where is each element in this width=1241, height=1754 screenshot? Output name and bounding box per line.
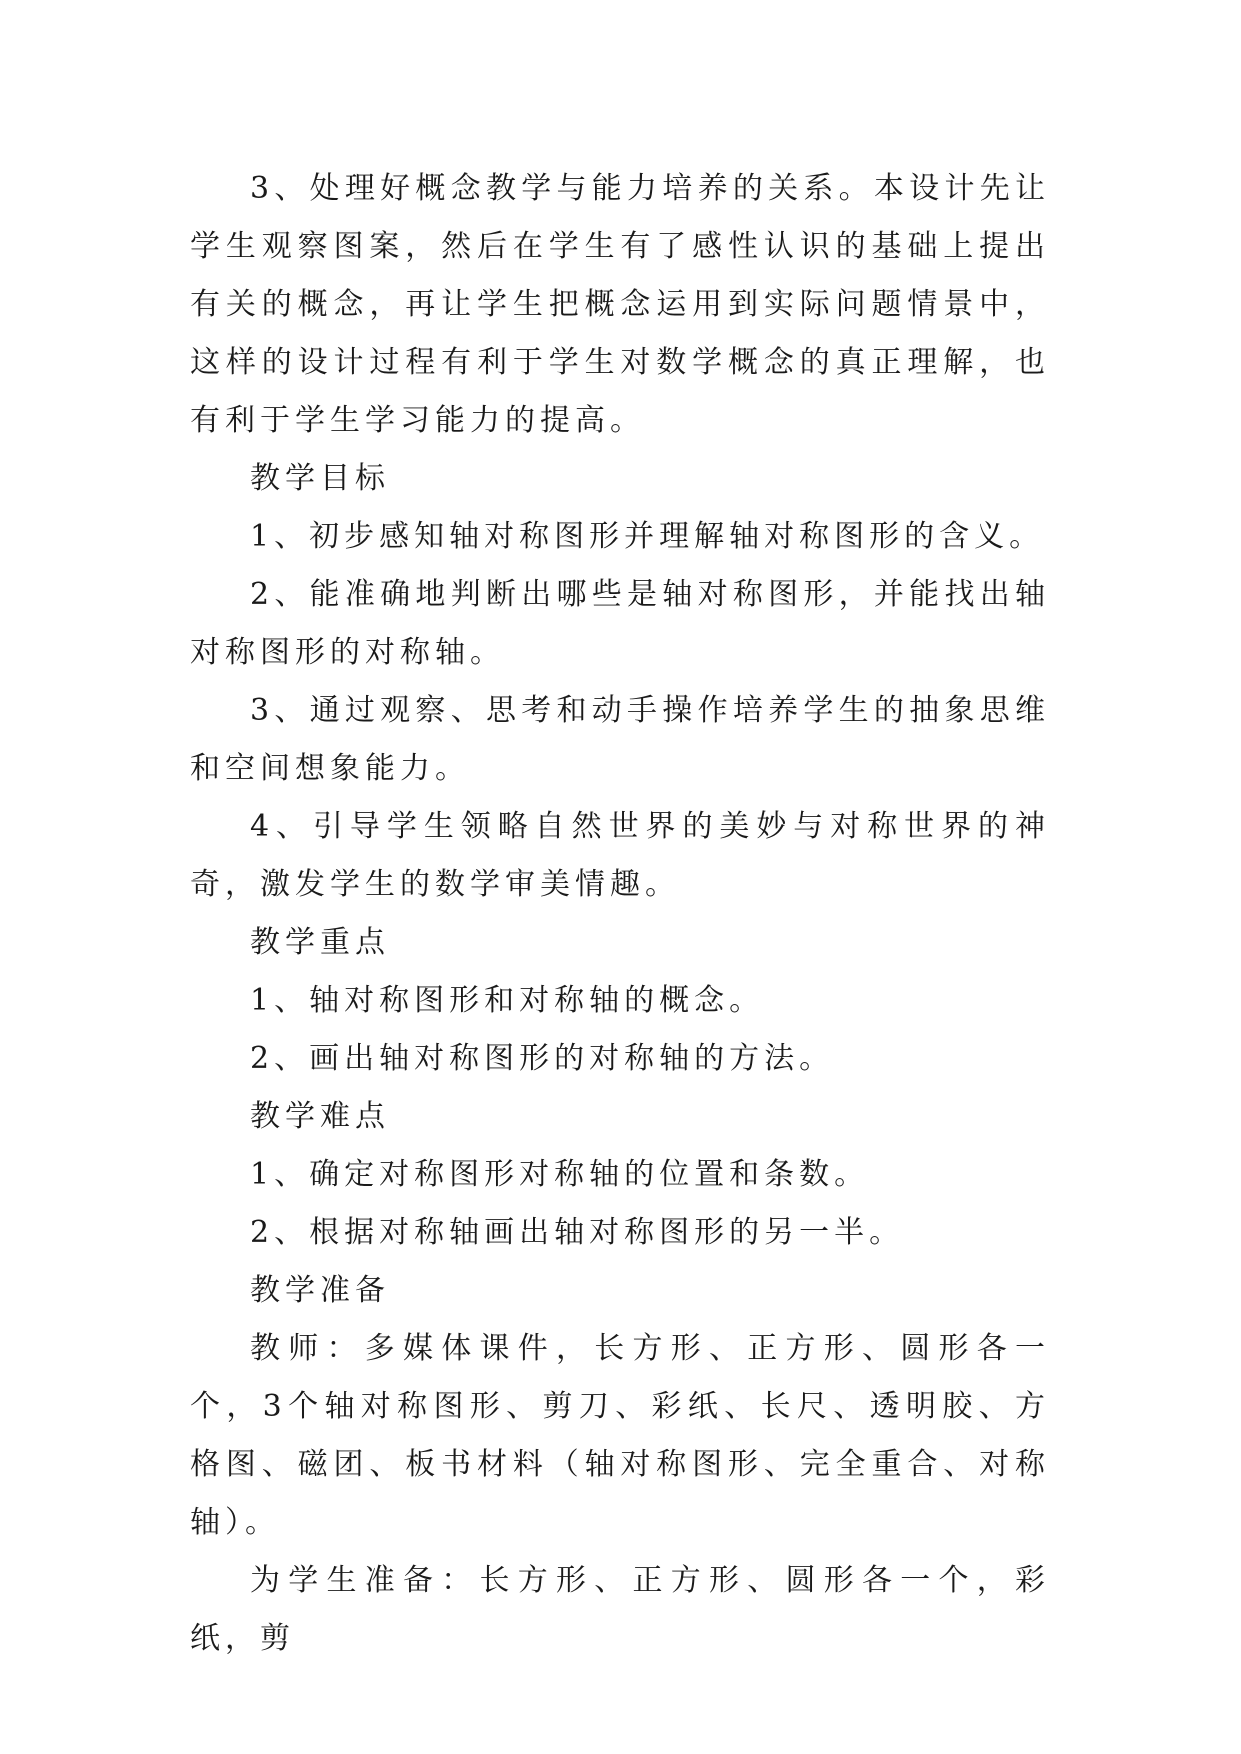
heading-difficulties: 教学难点 [250,1099,390,1134]
preparation-students: 为学生准备：长方形、正方形、圆形各一个，彩纸，剪 [190,1563,1050,1656]
difficulty-item-1: 1、确定对称图形对称轴的位置和条数。 [250,1157,870,1192]
heading-teaching-objectives: 教学目标 [250,461,390,496]
objective-item-3: 3、通过观察、思考和动手操作培养学生的抽象思维和空间想象能力。 [190,693,1050,786]
heading-key-points: 教学重点 [250,925,390,960]
document-body [190,160,1050,1668]
preparation-teacher: 教师：多媒体课件，长方形、正方形、圆形各一个，3个轴对称图形、剪刀、彩纸、长尺、透明胶、方格图、磁团、板书材料（轴对称图形、完全重合、对称轴）。 [190,1331,1050,1540]
key-point-item-1: 1、轴对称图形和对称轴的概念。 [250,983,765,1018]
heading-preparation: 教学准备 [250,1273,390,1308]
objective-item-1: 1、初步感知轴对称图形并理解轴对称图形的含义。 [250,519,1045,554]
objective-item-2: 2、能准确地判断出哪些是轴对称图形，并能找出轴对称图形的对称轴。 [190,577,1050,670]
key-point-item-2: 2、画出轴对称图形的对称轴的方法。 [250,1041,835,1076]
objective-item-4: 4、引导学生领略自然世界的美妙与对称世界的神奇，激发学生的数学审美情趣。 [190,809,1050,902]
difficulty-item-2: 2、根据对称轴画出轴对称图形的另一半。 [250,1215,905,1250]
paragraph-design-relationship: 3、处理好概念教学与能力培养的关系。本设计先让学生观察图案，然后在学生有了感性认识的基础上提出有关的概念，再让学生把概念运用到实际问题情景中，这样的设计过程有利于学生对数学概念的真正理解，也有利于学生学习能力的提高。 [190,171,1050,438]
